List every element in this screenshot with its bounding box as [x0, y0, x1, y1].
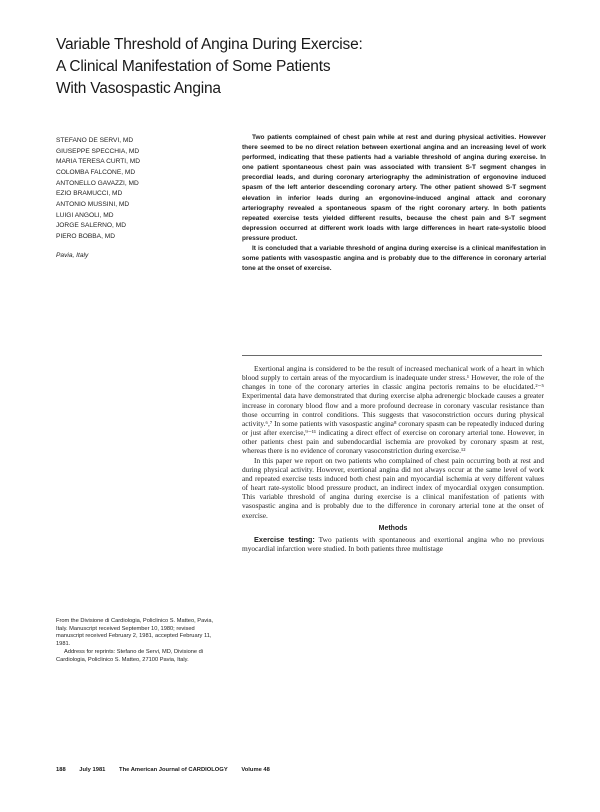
author: ANTONIO MUSSINI, MD [56, 200, 130, 208]
body-paragraph [242, 535, 544, 553]
title-line-1: Variable Threshold of Angina During Exercise: [56, 36, 363, 53]
section-heading-methods: Methods [378, 524, 408, 532]
title-line-3: With Vasospastic Angina [56, 80, 221, 97]
author: PIERO BOBBA, MD [56, 232, 115, 240]
volume-number: Volume 48 [241, 767, 270, 773]
author: ANTONELLO GAVAZZI, MD [56, 179, 139, 187]
page-footer [56, 767, 282, 773]
body-paragraph: Exertional angina is considered to be the result of increased mechanical work of a heart in which blood supply to certain areas of the myocardium is inadequate under stress.¹ However, the role of the changes in tone of the coronary arteries in classic angina pectoris remains to be elucidated.²⁻⁵ Experimental data have demonstrated that during exercise alpha adrenergic blockade causes a greater increase in coronary blood flow and a more profound decrease in coronary vascular resistance than those occurring in control conditions. This suggests that vasoconstriction occurs during physical activity.⁶,⁷ In some patients with vasospastic angina⁸ coronary spasm can be repeatedly induced during or just after exercise,⁹⁻¹¹ indicating a direct effect of exercise on coronary arterial tone. However, in other patients chest pain and subendocardial ischemia are provoked by coronary spasm at rest, whereas there is no evidence of coronary vasoconstriction during exercise.¹² [242, 364, 544, 456]
author: LUIGI ANGOLI, MD [56, 211, 114, 219]
issue-date: July 1981 [79, 767, 106, 773]
author: JORGE SALERNO, MD [56, 222, 126, 230]
article-body [242, 364, 544, 553]
author: STEFANO DE SERVI, MD [56, 137, 134, 144]
author: GIUSEPPE SPECCHIA, MD [56, 147, 140, 155]
article-title [56, 34, 476, 100]
page-number: 188 [56, 767, 66, 773]
journal-name: The American Journal of CARDIOLOGY [119, 767, 228, 773]
footnote [56, 618, 216, 664]
run-in-heading: Exercise testing: [254, 534, 315, 544]
footnote-reprints: Address for reprints: Stefano de Servi, MD, Divisione di Cardiologia, Policlinico S. Matteo, 27100 Pavia, Italy. [56, 648, 204, 663]
author-list [56, 136, 236, 243]
author-affiliation: Pavia, Italy [56, 252, 89, 259]
author: EZIO BRAMUCCI, MD [56, 190, 123, 198]
abstract-conclusion: It is concluded that a variable threshold of angina during exercise is a clinical manifestation in some patients with vasospastic angina and is probably due to the difference in coronary arterial tone at the onset of exercise. [242, 245, 546, 273]
author: MARIA TERESA CURTI, MD [56, 158, 141, 166]
abstract-paragraph: Two patients complained of chest pain while at rest and during physical activities. However there seemed to be no direct relation between exertional angina and an increasing level of work performed, indicating that these patients had a variable threshold of angina during exercise. In one patient spontaneous chest pain was associated with transient S-T segment changes in precordial leads, and during coronary arteriography the administration of ergonovine induced spasm of the left anterior descending coronary artery. The other patient showed S-T segment elevation in inferior leads during an ergonovine-induced anginal attack and coronary arteriography revealed a spontaneous spasm of the right coronary artery. In both patients repeated exercise tests yielded different results, because the chest pain and S-T segment depression occurred at different work loads with large differences in heart rate-systolic blood pressure product. [242, 134, 546, 242]
abstract-divider [242, 355, 542, 356]
body-paragraph-text: Two patients with spontaneous and exertional angina who no previous myocardial infarction were studied. In both patients three multistage [242, 534, 544, 553]
footnote-received: From the Divisione di Cardiologia, Policlinico S. Matteo, Pavia, Italy. Manuscript received September 10, 1980; revised manuscript received February 2, 1981, accepted February 11, 1981. [56, 618, 214, 648]
title-line-2: A Clinical Manifestation of Some Patients [56, 58, 331, 75]
body-paragraph: In this paper we report on two patients who complained of chest pain occurring both at rest and during physical activity. However, exertional angina did not always occur at the same level of work and repeated exercise tests induced both chest pain and myocardial ischemia at very different values of heart rate-systolic blood pressure product, an indirect index of myocardial oxygen consumption. This variable threshold of angina during exercise is a clinical manifestation of patients with vasospastic angina and is probably due to the difference in coronary arterial tone at the onset of exercise. [242, 455, 544, 520]
abstract [242, 133, 546, 274]
author: COLOMBA FALCONE, MD [56, 168, 136, 176]
